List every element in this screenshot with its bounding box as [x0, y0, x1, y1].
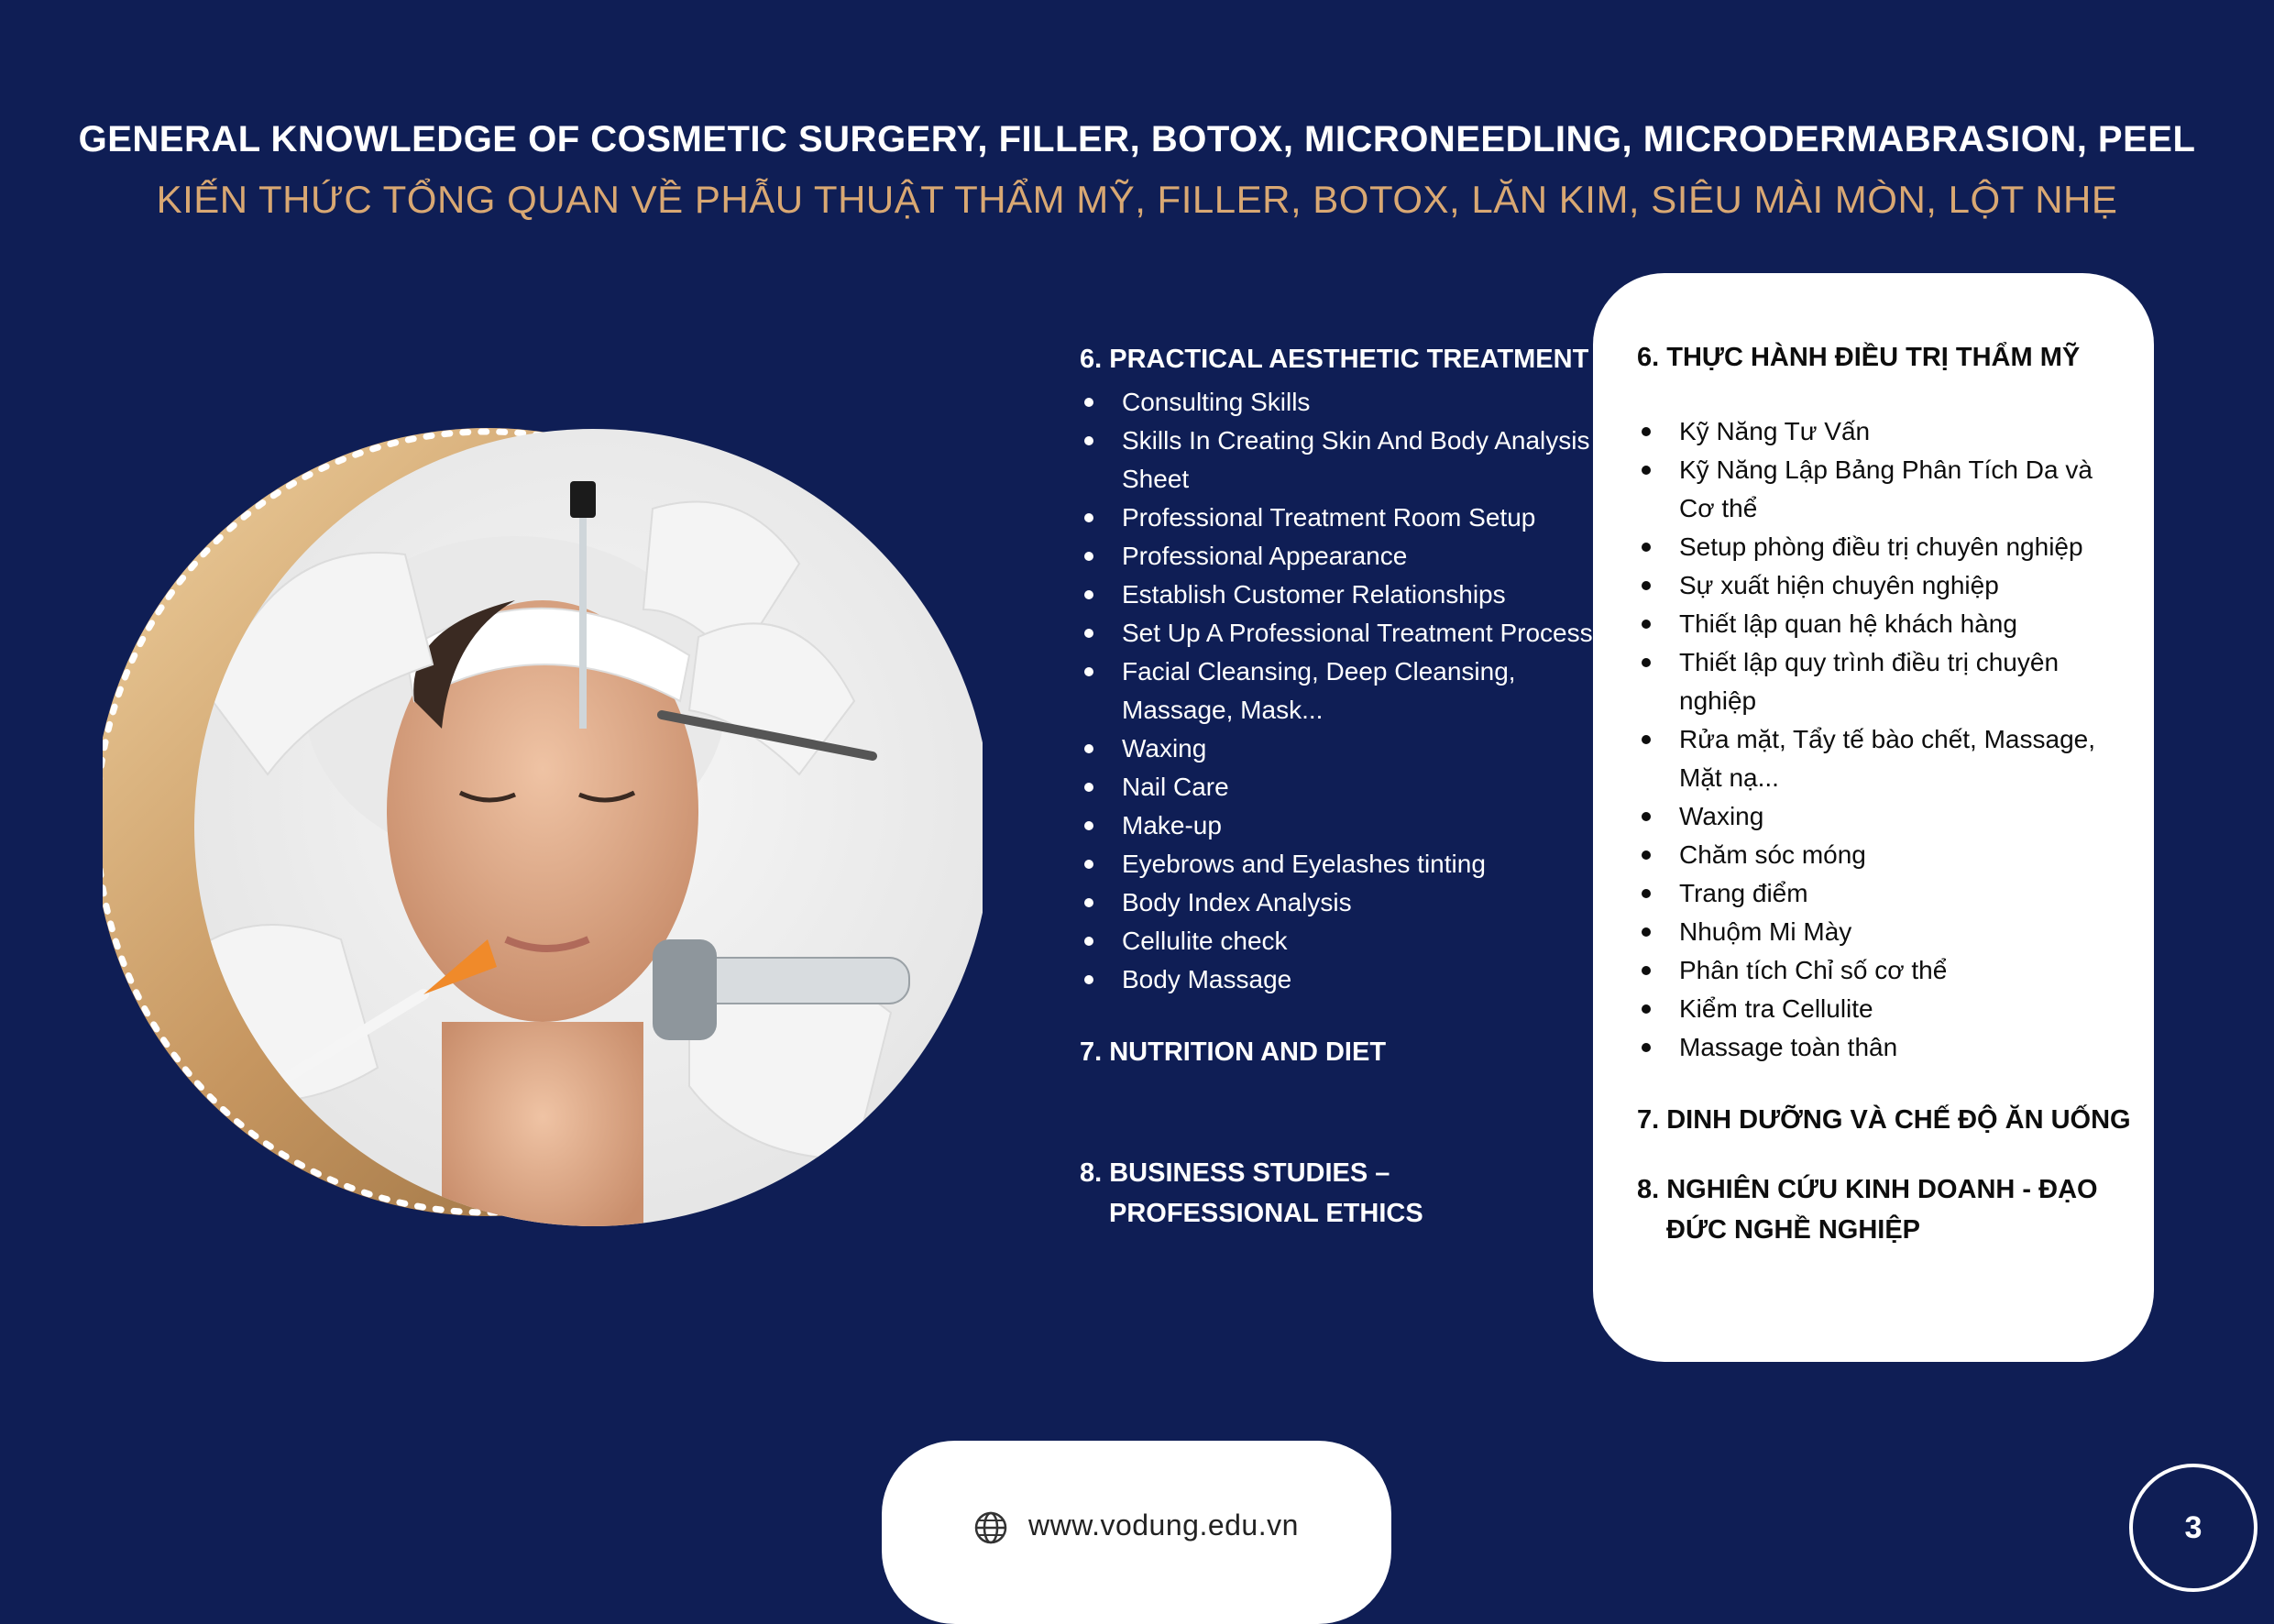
section-7-heading-en: 7. NUTRITION AND DIET	[1080, 1037, 1387, 1067]
list-item: Skills In Creating Skin And Body Analysis Sheet	[1080, 422, 1593, 499]
list-item: Body Index Analysis	[1080, 883, 1593, 922]
list-item: Consulting Skills	[1080, 383, 1593, 422]
section-8-heading-en: 8. BUSINESS STUDIES – PROFESSIONAL ETHICS	[1080, 1158, 1423, 1228]
section-6-heading-en: 6. PRACTICAL AESTHETIC TREATMENT	[1080, 345, 1589, 374]
title-english: GENERAL KNOWLEDGE OF COSMETIC SURGERY, FILLER, BOTOX, MICRONEEDLING, MICRODERMABRASION, PEEL	[78, 119, 2196, 159]
list-item: Chăm sóc móng	[1637, 836, 2132, 874]
section-6-heading-vi: 6. THỰC HÀNH ĐIỀU TRỊ THẨM MỸ	[1637, 343, 2081, 372]
list-item: Nail Care	[1080, 768, 1593, 807]
list-item: Set Up A Professional Treatment Process	[1080, 614, 1593, 653]
vietnamese-card	[1593, 273, 2154, 1362]
list-item: Trang điểm	[1637, 874, 2132, 913]
list-item: Eyebrows and Eyelashes tinting	[1080, 845, 1593, 883]
list-item: Thiết lập quan hệ khách hàng	[1637, 605, 2132, 643]
english-column	[1080, 339, 1593, 1234]
section-8-heading-vi: 8. NGHIÊN CỨU KINH DOANH - ĐẠO ĐỨC NGHỀ NGHIỆP	[1637, 1175, 2098, 1245]
page-number: 3	[2129, 1464, 2258, 1592]
list-item: Facial Cleansing, Deep Cleansing, Massage, Mask...	[1080, 653, 1593, 730]
list-item: Massage toàn thân	[1637, 1028, 2132, 1067]
list-item: Kiểm tra Cellulite	[1637, 990, 2132, 1028]
list-item: Cellulite check	[1080, 922, 1593, 960]
list-item: Make-up	[1080, 807, 1593, 845]
list-item: Professional Treatment Room Setup	[1080, 499, 1593, 537]
website-link[interactable]: www.vodung.edu.vn	[1028, 1509, 1299, 1542]
section-6-list-vi	[1637, 412, 2132, 1067]
title-vietnamese: KIẾN THỨC TỔNG QUAN VỀ PHẪU THUẬT THẨM MỸ, FILLER, BOTOX, LĂN KIM, SIÊU MÀI MÒN, LỘT NHẸ	[156, 178, 2118, 221]
list-item: Setup phòng điều trị chuyên nghiệp	[1637, 528, 2132, 566]
list-item: Waxing	[1637, 797, 2132, 836]
list-item: Waxing	[1080, 730, 1593, 768]
list-item: Nhuộm Mi Mày	[1637, 913, 2132, 951]
list-item: Establish Customer Relationships	[1080, 576, 1593, 614]
footer-website-pill	[882, 1441, 1391, 1624]
facial-treatment-photo	[103, 426, 983, 1233]
list-item: Body Massage	[1080, 960, 1593, 999]
section-6-list-en	[1080, 383, 1593, 999]
list-item: Rửa mặt, Tẩy tế bào chết, Massage, Mặt nạ...	[1637, 720, 2132, 797]
globe-icon	[973, 1510, 1008, 1545]
section-7-heading-vi: 7. DINH DƯỠNG VÀ CHẾ ĐỘ ĂN UỐNG	[1637, 1105, 2131, 1135]
list-item: Professional Appearance	[1080, 537, 1593, 576]
list-item: Thiết lập quy trình điều trị chuyên nghiệp	[1637, 643, 2132, 720]
list-item: Kỹ Năng Lập Bảng Phân Tích Da và Cơ thể	[1637, 451, 2132, 528]
list-item: Kỹ Năng Tư Vấn	[1637, 412, 2132, 451]
list-item: Phân tích Chỉ số cơ thể	[1637, 951, 2132, 990]
list-item: Sự xuất hiện chuyên nghiệp	[1637, 566, 2132, 605]
